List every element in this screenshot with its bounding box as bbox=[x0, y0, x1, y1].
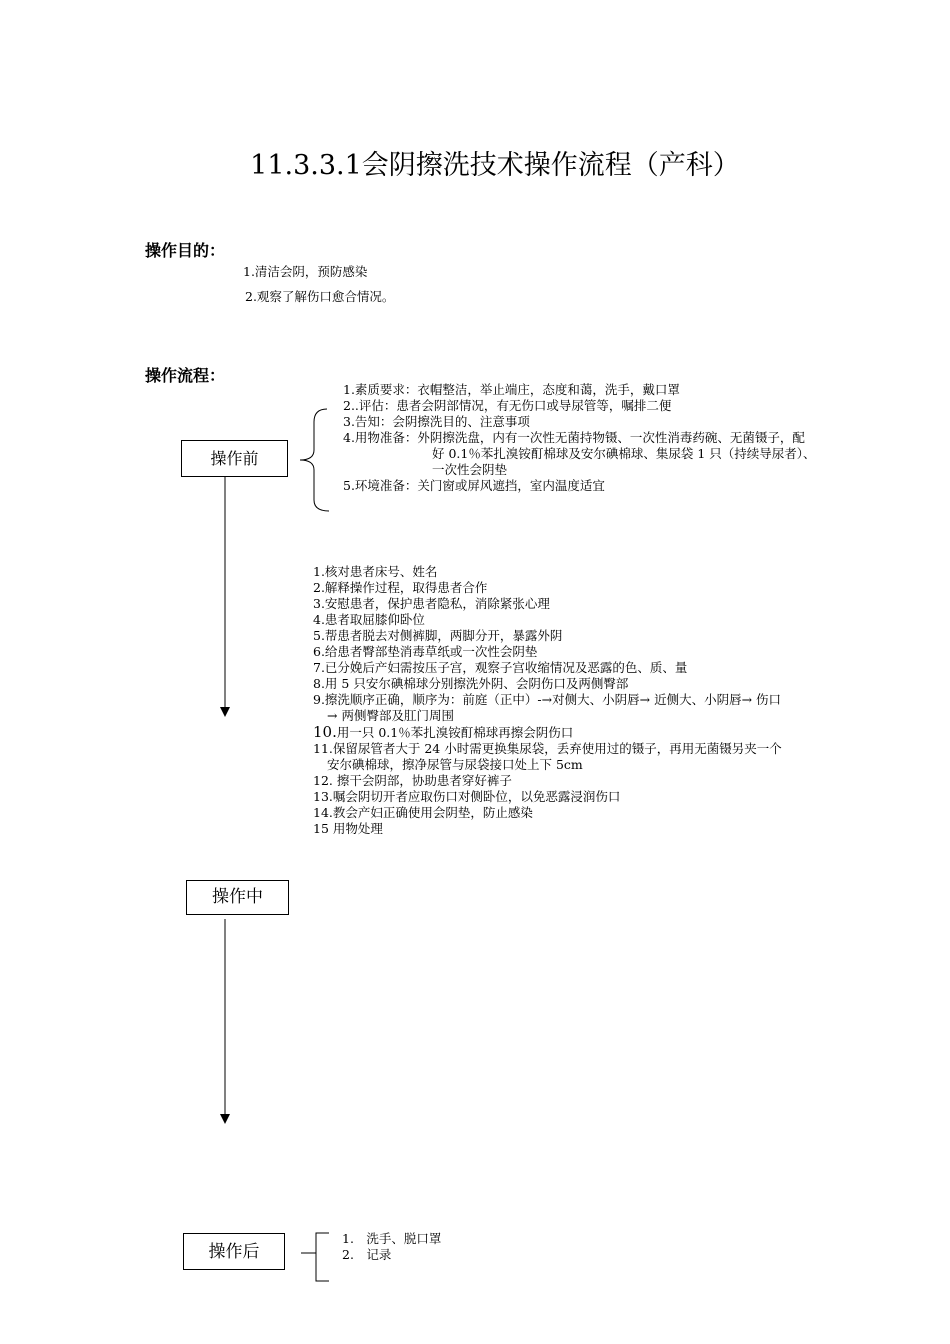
before-label: 操作前 bbox=[210, 449, 259, 468]
after-bracket bbox=[316, 1233, 329, 1281]
during-item-cont: 安尔碘棉球，擦净尿管与尿袋接口处上下 5cm bbox=[327, 757, 583, 772]
before-item: 2..评估：患者会阴部情况，有无伤口或导尿管等，嘱排二便 bbox=[343, 398, 672, 413]
during-item: 12. 擦干会阴部，协助患者穿好裤子 bbox=[313, 773, 512, 788]
during-item: 14.教会产妇正确使用会阴垫，防止感染 bbox=[313, 805, 533, 820]
after-box bbox=[183, 1233, 285, 1270]
before-list bbox=[343, 382, 816, 494]
during-item-cont: → 两侧臀部及肛门周围 bbox=[327, 708, 454, 723]
during-item: 1.核对患者床号、姓名 bbox=[313, 564, 438, 579]
during-box bbox=[186, 880, 289, 915]
during-item: 2.解释操作过程，取得患者合作 bbox=[313, 580, 488, 595]
flow-heading: 操作流程： bbox=[145, 366, 226, 385]
during-label: 操作中 bbox=[212, 887, 263, 907]
purpose-item-1: 1.清洁会阴，预防感染 bbox=[243, 264, 368, 279]
after-item: 1. 洗手、脱口罩 bbox=[342, 1231, 442, 1246]
before-item-cont: 一次性会阴垫 bbox=[432, 462, 508, 477]
during-item-text: 用一只 0.1％苯扎溴铵酊棉球再擦会阴伤口 bbox=[336, 725, 574, 740]
page-title: 11.3.3.1会阴擦洗技术操作流程（产科） bbox=[250, 150, 740, 181]
during-item-number: 10. bbox=[313, 723, 337, 741]
after-list bbox=[342, 1231, 441, 1263]
before-item: 5.环境准备：关门窗或屏风遮挡，室内温度适宜 bbox=[343, 478, 605, 493]
arrow-head-1 bbox=[220, 707, 230, 717]
during-item: 13.嘱会阴切开者应取伤口对侧卧位，以免恶露浸润伤口 bbox=[313, 789, 621, 804]
after-label: 操作后 bbox=[208, 1242, 260, 1262]
before-item: 3.告知：会阴擦洗目的、注意事项 bbox=[343, 414, 530, 429]
before-box bbox=[181, 440, 288, 477]
during-item: 8.用 5 只安尔碘棉球分别擦洗外阴、会阴伤口及两侧臀部 bbox=[313, 676, 629, 691]
during-item: 3.安慰患者，保护患者隐私，消除紧张心理 bbox=[313, 596, 550, 611]
arrow-head-2 bbox=[220, 1114, 230, 1124]
during-item: 5.帮患者脱去对侧裤脚，两脚分开，暴露外阴 bbox=[313, 628, 563, 643]
before-brace bbox=[300, 409, 329, 511]
during-item: 4.患者取屈膝仰卧位 bbox=[313, 612, 425, 627]
during-item: 6.给患者臀部垫消毒草纸或一次性会阴垫 bbox=[313, 644, 538, 659]
during-item bbox=[313, 724, 782, 741]
purpose-heading: 操作目的： bbox=[145, 241, 226, 260]
before-item: 1.素质要求：衣帽整洁，举止端庄，态度和蔼，洗手，戴口罩 bbox=[343, 382, 680, 397]
after-item: 2. 记录 bbox=[342, 1247, 392, 1262]
before-item: 4.用物准备：外阴擦洗盘，内有一次性无菌持物镊、一次性消毒药碗、无菌镊子，配 bbox=[343, 430, 805, 445]
during-item: 11.保留尿管者大于 24 小时需更换集尿袋，丢弃使用过的镊子，再用无菌镊另夹一个 bbox=[313, 741, 782, 756]
during-item: 7.已分娩后产妇需按压子宫，观察子宫收缩情况及恶露的色、质、量 bbox=[313, 660, 688, 675]
before-item-cont: 好 0.1％苯扎溴铵酊棉球及安尔碘棉球、集尿袋 1 只（持续导尿者）、 bbox=[432, 446, 816, 461]
purpose-item-2: 2.观察了解伤口愈合情况。 bbox=[245, 289, 395, 304]
during-list bbox=[313, 564, 782, 837]
during-item: 9.擦洗顺序正确，顺序为：前庭（正中）-→对侧大、小阴唇→ 近侧大、小阴唇→ 伤口 bbox=[313, 692, 782, 707]
during-item: 15 用物处理 bbox=[313, 821, 383, 836]
